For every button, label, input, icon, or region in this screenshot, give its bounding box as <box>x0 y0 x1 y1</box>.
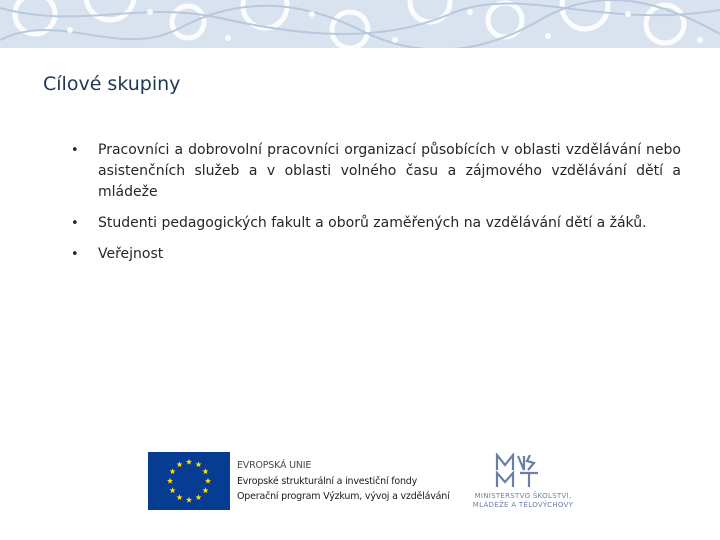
msmt-line1: MINISTERSTVO ŠKOLSTVÍ, <box>474 492 572 500</box>
eu-star <box>186 459 192 465</box>
eu-line1: EVROPSKÁ UNIE <box>237 460 312 471</box>
eu-star <box>170 487 176 493</box>
bullet-list <box>71 140 681 275</box>
eu-star <box>186 497 192 503</box>
list-item <box>71 213 681 234</box>
eu-logo-text <box>237 458 450 505</box>
eu-star <box>195 461 201 467</box>
eu-flag-logo <box>148 452 230 510</box>
eu-star <box>167 478 173 484</box>
decorative-header-banner <box>0 0 720 48</box>
eu-star <box>176 494 182 500</box>
list-item <box>71 244 681 265</box>
eu-star <box>205 478 211 484</box>
bullet-marker: • <box>71 143 79 158</box>
bullet-text: Pracovníci a dobrovolní pracovníci organizací působících v oblasti vzdělávání nebo asistenčních služeb a v oblasti volného času a zájmového vzdělávání dětí a mládeže <box>98 142 681 200</box>
msmt-logo-text <box>470 492 576 510</box>
eu-star <box>195 494 201 500</box>
eu-star <box>202 468 208 474</box>
slide-title: Cílové skupiny <box>43 73 181 95</box>
eu-star <box>170 468 176 474</box>
eu-line2: Evropské strukturální a investiční fondy <box>237 475 418 487</box>
eu-stars-icon <box>148 452 230 510</box>
list-item <box>71 140 681 203</box>
eu-star <box>202 487 208 493</box>
bullet-marker: • <box>71 247 79 262</box>
msmt-line2: MLÁDEŽE A TĚLOVÝCHOVY <box>472 501 574 509</box>
bullet-text: Studenti pedagogických fakult a oborů zaměřených na vzdělávání dětí a žáků. <box>98 215 647 231</box>
bullet-text: Veřejnost <box>98 246 164 262</box>
bullet-marker: • <box>71 216 79 231</box>
eu-star <box>176 461 182 467</box>
eu-line3: Operační program Výzkum, vývoj a vzdělávání <box>237 491 450 502</box>
msmt-logo-icon <box>494 453 542 489</box>
